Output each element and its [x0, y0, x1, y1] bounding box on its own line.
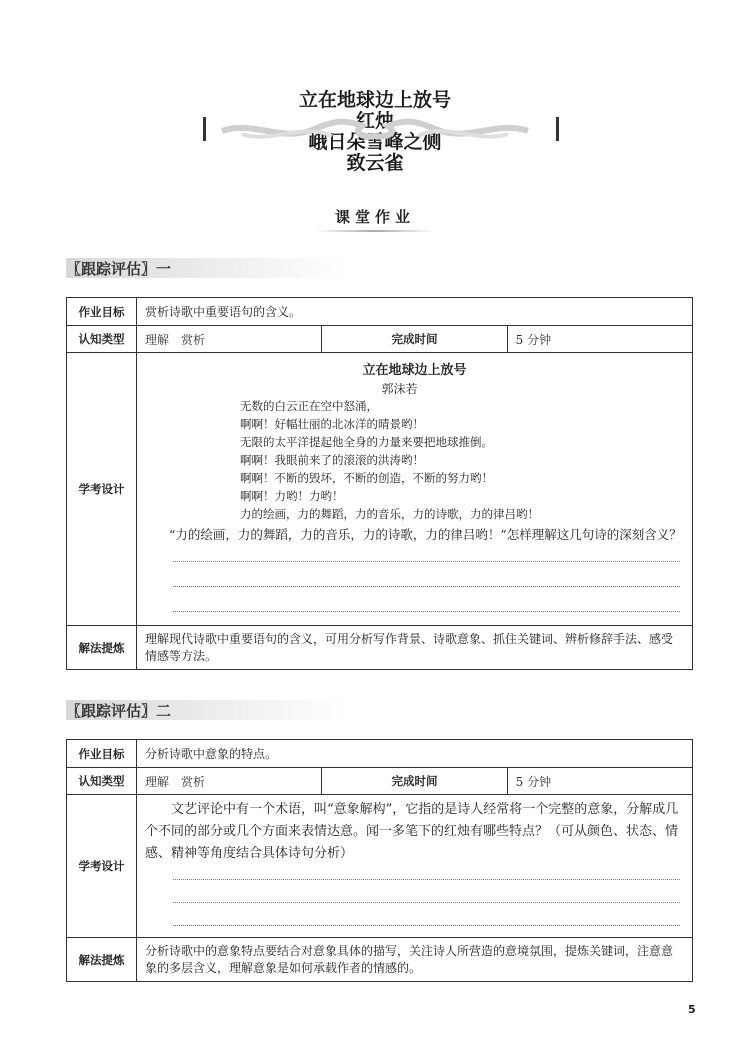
answer-line[interactable]: [173, 611, 680, 612]
method-label: 解法提炼: [67, 938, 137, 982]
poem-author: 郭沫若: [381, 382, 418, 396]
type-label: 认知类型: [67, 326, 137, 353]
method-text: 分析诗歌中的意象特点要结合对意象具体的描写，关注诗人所营造的意境氛围，提炼关键词，注意意象的多层含义，理解意象是如何承载作者的情感的。: [137, 938, 693, 982]
poem-line: 啊啊！好幅壮丽的北冰洋的晴景哟！: [240, 417, 424, 431]
homework-table-1: [66, 297, 693, 670]
track-1-title: 〖跟踪评估〗一: [66, 260, 172, 278]
page-number: 5: [688, 1003, 696, 1016]
flourish-ornament-icon: [212, 112, 538, 150]
lesson-title-2: 红烛: [355, 110, 394, 132]
time-value: 5 分钟: [507, 768, 692, 795]
poem-line: 无限的太平洋提起他全身的力量来要把地球推倒。: [240, 435, 493, 449]
answer-line[interactable]: [173, 879, 680, 880]
poem-line: 啊啊！我眼前来了的滚滚的洪涛哟！: [240, 453, 424, 467]
answer-line[interactable]: [173, 561, 680, 562]
answer-line[interactable]: [173, 902, 680, 903]
poem-title: 立在地球边上放号: [362, 363, 467, 378]
design-content: [137, 795, 693, 938]
poem-line: 啊啊！力哟！力哟！: [240, 489, 344, 503]
method-text: 理解现代诗歌中重要语句的含义，可用分析写作背景、诗歌意象、抓住关键词、辨析修辞手法、感受情感等方法。: [137, 626, 693, 670]
right-bar-decoration: [556, 117, 559, 141]
goal-label: 作业目标: [67, 298, 137, 326]
section-title: 课堂作业: [334, 208, 415, 226]
question-text: “力的绘画，力的舞蹈，力的音乐，力的诗歌，力的律吕哟！”怎样理解这几句诗的深刻含义？: [169, 527, 682, 542]
track-2-title: 〖跟踪评估〗二: [66, 702, 172, 720]
goal-value: 赏析诗歌中重要语句的含义。: [137, 298, 693, 326]
method-label: 解法提炼: [67, 626, 137, 670]
type-value: 理解 赏析: [137, 326, 322, 353]
answer-line[interactable]: [173, 925, 680, 926]
time-label: 完成时间: [322, 326, 507, 353]
section-underline-decoration: [315, 228, 435, 234]
lesson-title-3: 峨日朵雪峰之侧: [308, 131, 442, 153]
left-bar-decoration: [203, 117, 206, 141]
poem-lines: [240, 397, 684, 523]
time-label: 完成时间: [322, 768, 507, 795]
poem-line: 力的绘画，力的舞蹈，力的音乐，力的诗歌，力的律吕哟！: [240, 507, 539, 521]
time-value: 5 分钟: [507, 326, 692, 353]
design-label: 学考设计: [67, 353, 137, 626]
design-content: [137, 353, 693, 626]
poem-line: 无数的白云正在空中怒涌，: [240, 399, 378, 413]
answer-line[interactable]: [173, 586, 680, 587]
type-label: 认知类型: [67, 768, 137, 795]
lesson-title-4: 致云雀: [346, 152, 404, 174]
lesson-title-1: 立在地球边上放号: [298, 89, 451, 111]
type-value: 理解 赏析: [137, 768, 322, 795]
design-label: 学考设计: [67, 795, 137, 938]
question-text: 文艺评论中有一个术语，叫“意象解构”，它指的是诗人经常将一个完整的意象，分解成几个不同的部分或几个方面来表情达意。闻一多笔下的红烛有哪些特点？（可从颜色、状态、情感、精神等角度结合具体诗句分析）: [145, 802, 679, 861]
goal-label: 作业目标: [67, 740, 137, 768]
poem-line: 啊啊！不断的毁坏，不断的创造，不断的努力哟！: [240, 471, 493, 485]
goal-value: 分析诗歌中意象的特点。: [137, 740, 693, 768]
homework-table-2: [66, 739, 693, 982]
